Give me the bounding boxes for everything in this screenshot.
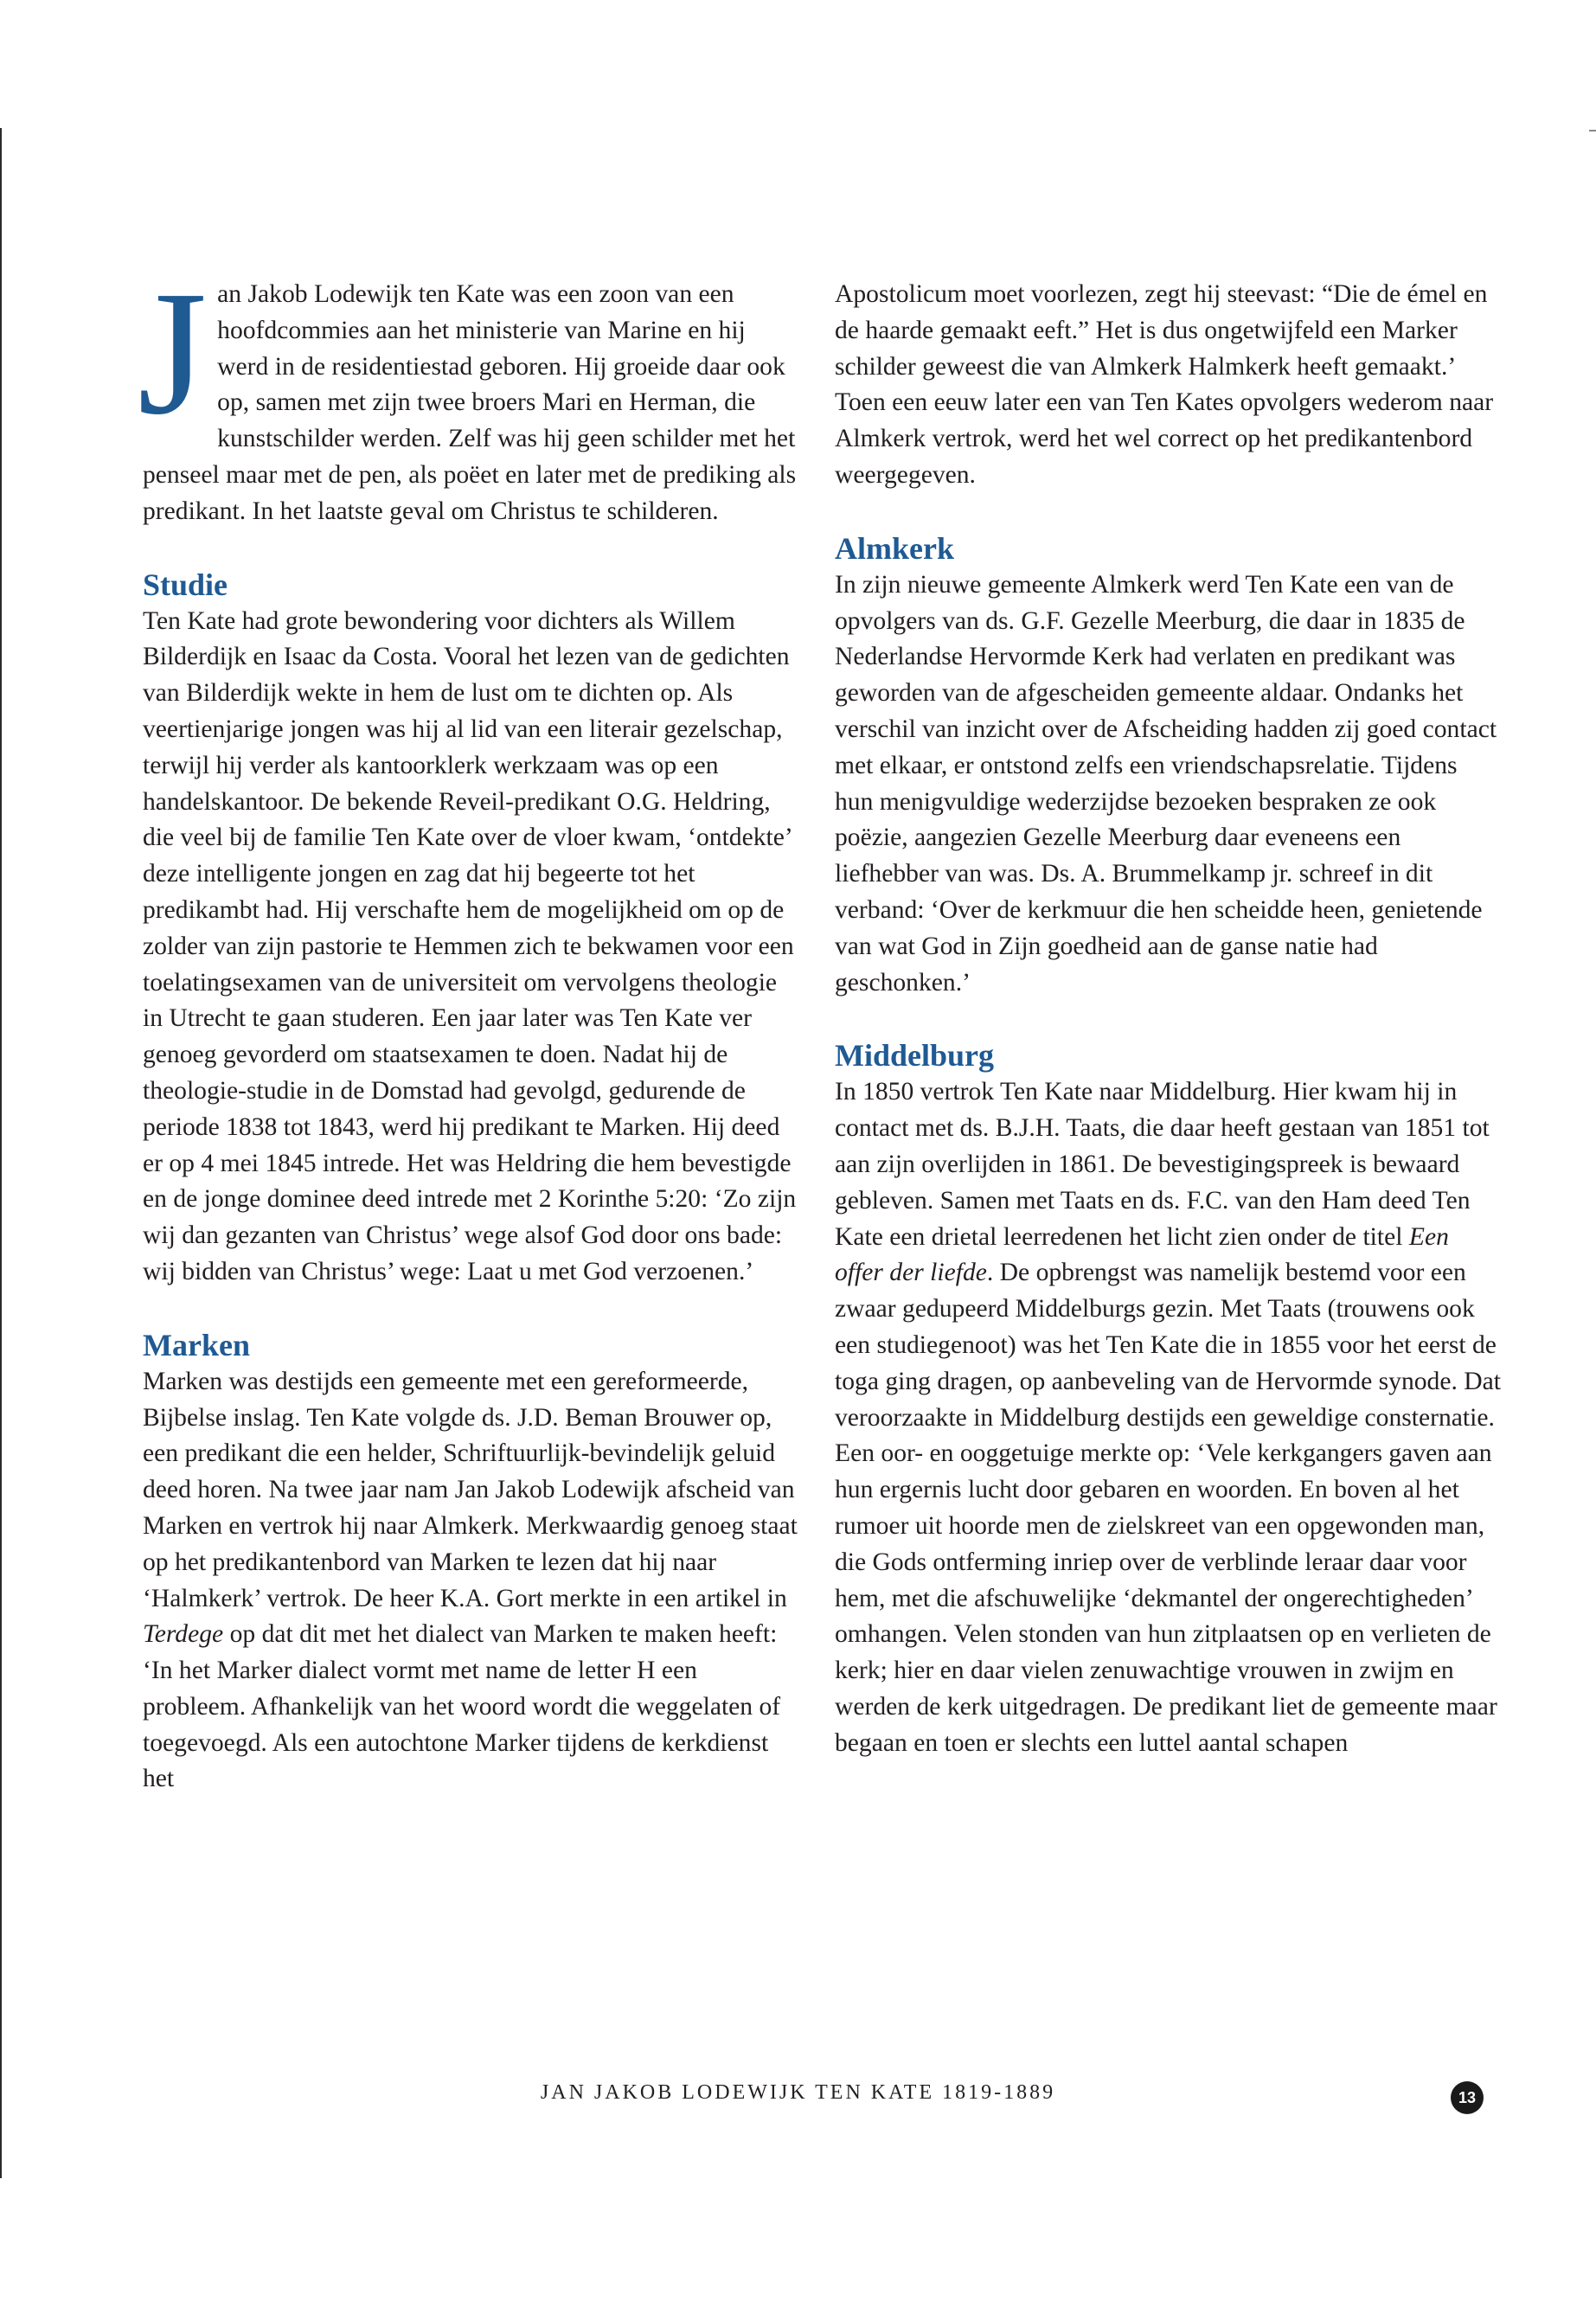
middelburg-paragraph bbox=[835, 1074, 1501, 1761]
marken-text-part: op dat dit met het dialect van Marken te maken heeft: ‘In het Marker dialect vormt met name de letter H een probleem. Afhankelijk van het woord wordt die weggelaten of toegevoegd. Als een autochtone Marker tijdens de kerkdienst het bbox=[143, 1620, 781, 1793]
spacer bbox=[835, 1001, 1501, 1036]
intro-paragraph bbox=[138, 253, 800, 530]
page-margin-line bbox=[0, 128, 2, 2178]
middelburg-text-part: In 1850 vertrok Ten Kate naar Middelburg. Hier kwam hij in contact met ds. B.J.H. Taats, die daar heeft gestaan van 1851 tot aan zijn overlijden in 1861. De bevestigingspreek is bewaard gebleven. Samen met Taats en ds. F.C. van den Ham deed Ten Kate een drietal leerredenen het licht zien onder de titel bbox=[835, 1078, 1490, 1251]
studie-paragraph: Ten Kate had grote bewondering voor dichters als Willem Bilderdijk en Isaac da Costa. Vooral het lezen van de gedichten van Bilderdijk wekte in hem de lust om te dichten op. Als veertienjarige jongen was hij al lid van een literair gezelschap, terwijl hij verder als kantoorklerk werkzaam was op een handelskantoor. De bekende Reveil-predikant O.G. Heldring, die veel bij de familie Ten Kate over de vloer kwam, ‘ontdekte’ deze intelligente jongen en zag dat hij begeerte tot het predikambt had. Hij verschafte hem de mogelijkheid om op de zolder van zijn pastorie te Hemmen zich te bekwamen voor een toelatingsexamen van de universiteit om vervolgens theologie in Utrecht te gaan studeren. Een jaar later was Ten Kate ver genoeg gevorderd om staatsexamen te doen. Nadat hij de theologie-studie in de Domstad had gevolgd, gedurende de periode 1838 tot 1843, werd hij predikant te Marken. Hij deed er op 4 mei 1845 intrede. Het was Heldring die hem bevestigde en de jonge dominee deed intrede met 2 Korinthe 5:20: ‘Zo zijn wij dan gezanten van Christus’ wege alsof God door ons bade: wij bidden van Christus’ wege: Laat u met God verzoenen.’ bbox=[143, 606, 797, 1285]
marken-paragraph bbox=[143, 1364, 800, 1798]
heading-almkerk: Almkerk bbox=[835, 530, 954, 566]
heading-middelburg: Middelburg bbox=[835, 1038, 995, 1074]
spacer bbox=[143, 530, 800, 566]
left-column bbox=[138, 253, 800, 1798]
page-number-badge: 13 bbox=[1451, 2081, 1484, 2114]
intro-text: an Jakob Lodewijk ten Kate was een zoon van een hoofdcommies aan het ministerie van Marine en hij werd in de residentiestad geboren. Hij groeide daar ook op, samen met zijn twee broers Mari en Herman, die kunstschilder werden. Zelf was hij geen schilder met het penseel maar met de pen, als poëet en later met de prediking als predikant. In het laatste geval om Christus te schilderen. bbox=[143, 280, 797, 525]
continuation-paragraph: Apostolicum moet voorlezen, zegt hij steevast: “Die de émel en de haarde gemaakt eeft.” Het is dus ongetwijfeld een Marker schilder geweest die van Almkerk Halmkerk heeft gemaakt.’ bbox=[835, 280, 1488, 381]
marken-text-part: Marken was destijds een gemeente met een gereformeerde, Bijbelse inslag. Ten Kate volgde ds. J.D. Beman Brouwer op, een predikant die een helder, Schriftuurlijk-bevindelijk geluid deed horen. Na twee jaar nam Jan Jakob Lodewijk afscheid van Marken en vertrok hij naar Almkerk. Merkwaardig genoeg staat op het predikantenbord van Marken te lezen dat hij naar ‘Halmkerk’ vertrok. De heer K.A. Gort merkte in een artikel in bbox=[143, 1367, 798, 1612]
heading-studie: Studie bbox=[143, 567, 228, 602]
middelburg-text-part: . De opbrengst was namelijk bestemd voor een zwaar gedupeerd Middelburgs gezin. Met Taats (trouwens ook een studiegenoot) was het Ten Kate die in 1855 voor het eerst de toga ging dragen, op aanbeveling van de Hervormde synode. Dat veroorzaakte in Middelburg destijds een geweldige consternatie. Een oor- en ooggetuige merkte op: ‘Vele kerkgangers gaven aan hun ergernis lucht door gebaren en woorden. En boven al het rumoer uit hoorde men de zielskreet van een opgewonden man, die Gods ontferming inriep over de verblinde leraar daar voor hem, met die afschuwelijke ‘dekmantel der ongerechtigheden’ omhangen. Velen stonden van hun zitplaatsen op en verlieten de kerk; hier en daar vielen zenuwachtige vrouwen in zwijm en werden de kerk uitgedragen. De predikant liet de gemeente maar begaan en toen er slechts een luttel aantal schapen bbox=[835, 1259, 1502, 1757]
spacer bbox=[143, 1291, 800, 1326]
running-footer: JAN JAKOB LODEWIJK TEN KATE 1819-1889 bbox=[540, 2081, 1056, 2104]
crop-mark bbox=[1589, 130, 1596, 131]
almkerk-paragraph: In zijn nieuwe gemeente Almkerk werd Ten Kate een van de opvolgers van ds. G.F. Gezelle Meerburg, die daar in 1835 de Nederlandse Hervormde Kerk had verlaten en predikant was geworden van de afgescheiden gemeente aldaar. Ondanks het verschil van inzicht over de Afscheiding hadden zij goed contact met elkaar, er ontstond zelfs een vriendschapsrelatie. Tijdens hun menigvuldige wederzijdse bezoeken bespraken ze ook poëzie, aangezien Gezelle Meerburg daar eveneens een liefhebber van was. Ds. A. Brummelkamp jr. schreef in dit verband: ‘Over de kerkmuur die hen scheidde heen, genietende van wat God in Zijn goedheid aan de ganse natie had geschonken.’ bbox=[835, 570, 1497, 997]
magazine-title: Terdege bbox=[143, 1620, 224, 1649]
drop-cap: J bbox=[138, 253, 208, 452]
spacer bbox=[835, 494, 1501, 529]
heading-marken: Marken bbox=[143, 1327, 250, 1362]
continuation-paragraph-2: Toen een eeuw later een van Ten Kates opvolgers wederom naar Almkerk vertrok, werd het wel correct op het predikantenbord weergegeven. bbox=[835, 388, 1494, 489]
right-column bbox=[835, 277, 1501, 1761]
sermon-title: Een offer der liefde bbox=[835, 1222, 1449, 1287]
